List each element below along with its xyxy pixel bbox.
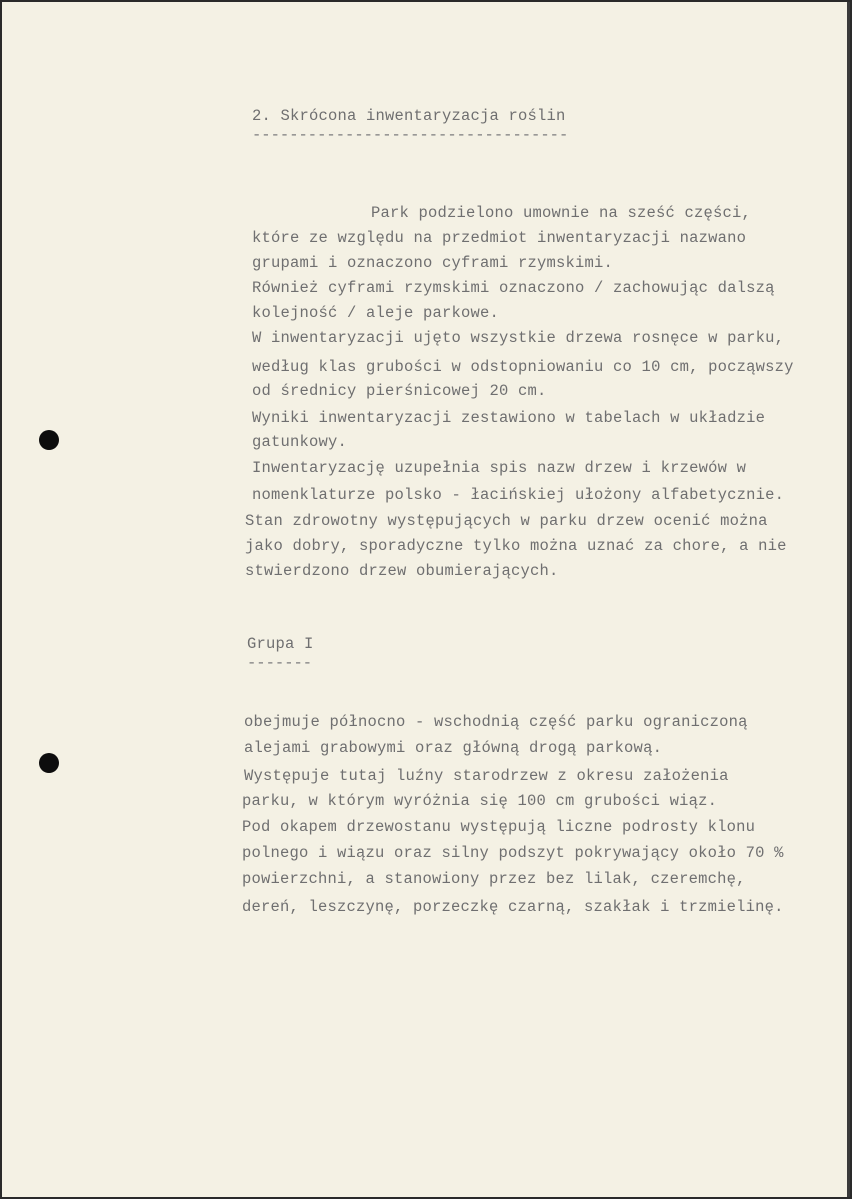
intro-line: Również cyframi rzymskimi oznaczono / zachowując dalszą	[252, 279, 775, 297]
intro-line: Stan zdrowotny występujących w parku drzew ocenić można	[245, 512, 768, 530]
intro-line: które ze względu na przedmiot inwentaryzacji nazwano	[252, 229, 747, 247]
intro-line: W inwentaryzacji ujęto wszystkie drzewa rosnęce w parku,	[252, 329, 785, 347]
group-line: obejmuje północno - wschodnią część parku ograniczoną	[244, 713, 748, 731]
intro-line: od średnicy pierśnicowej 20 cm.	[252, 382, 547, 400]
intro-line: Wyniki inwentaryzacji zestawiono w tabelach w układzie	[252, 409, 766, 427]
group-line: dereń, leszczynę, porzeczkę czarną, szakłak i trzmielinę.	[242, 898, 784, 916]
section-heading: 2. Skrócona inwentaryzacja roślin	[252, 107, 566, 125]
punch-hole-lower	[39, 753, 59, 773]
group-line: polnego i wiązu oraz silny podszyt pokrywający około 70 %	[242, 844, 784, 862]
group-heading: Grupa I	[247, 635, 314, 653]
intro-line: Park podzielono umownie na sześć części,	[371, 204, 752, 222]
group-line: powierzchni, a stanowiony przez bez lilak, czeremchę,	[242, 870, 746, 888]
punch-hole-upper	[39, 430, 59, 450]
section-heading-underline: ----------------------------------	[252, 126, 569, 144]
intro-line: gatunkowy.	[252, 433, 348, 451]
intro-line: Inwentaryzację uzupełnia spis nazw drzew i krzewów w	[252, 459, 747, 477]
intro-line: grupami i oznaczono cyframi rzymskimi.	[252, 254, 614, 272]
group-line: Pod okapem drzewostanu występują liczne podrosty klonu	[242, 818, 756, 836]
group-heading-underline: -------	[247, 654, 313, 672]
page-edge	[847, 2, 850, 1197]
intro-line: nomenklaturze polsko - łacińskiej ułożony alfabetycznie.	[252, 486, 785, 504]
intro-line: według klas grubości w odstopniowaniu co 10 cm, począwszy	[252, 358, 794, 376]
group-line: alejami grabowymi oraz główną drogą parkową.	[244, 739, 663, 757]
group-line: Występuje tutaj luźny starodrzew z okresu założenia	[244, 767, 729, 785]
group-line: parku, w którym wyróżnia się 100 cm grubości wiąz.	[242, 792, 718, 810]
intro-line: jako dobry, sporadyczne tylko można uznać za chore, a nie	[245, 537, 787, 555]
intro-line: stwierdzono drzew obumierających.	[245, 562, 559, 580]
intro-line: kolejność / aleje parkowe.	[252, 304, 500, 322]
